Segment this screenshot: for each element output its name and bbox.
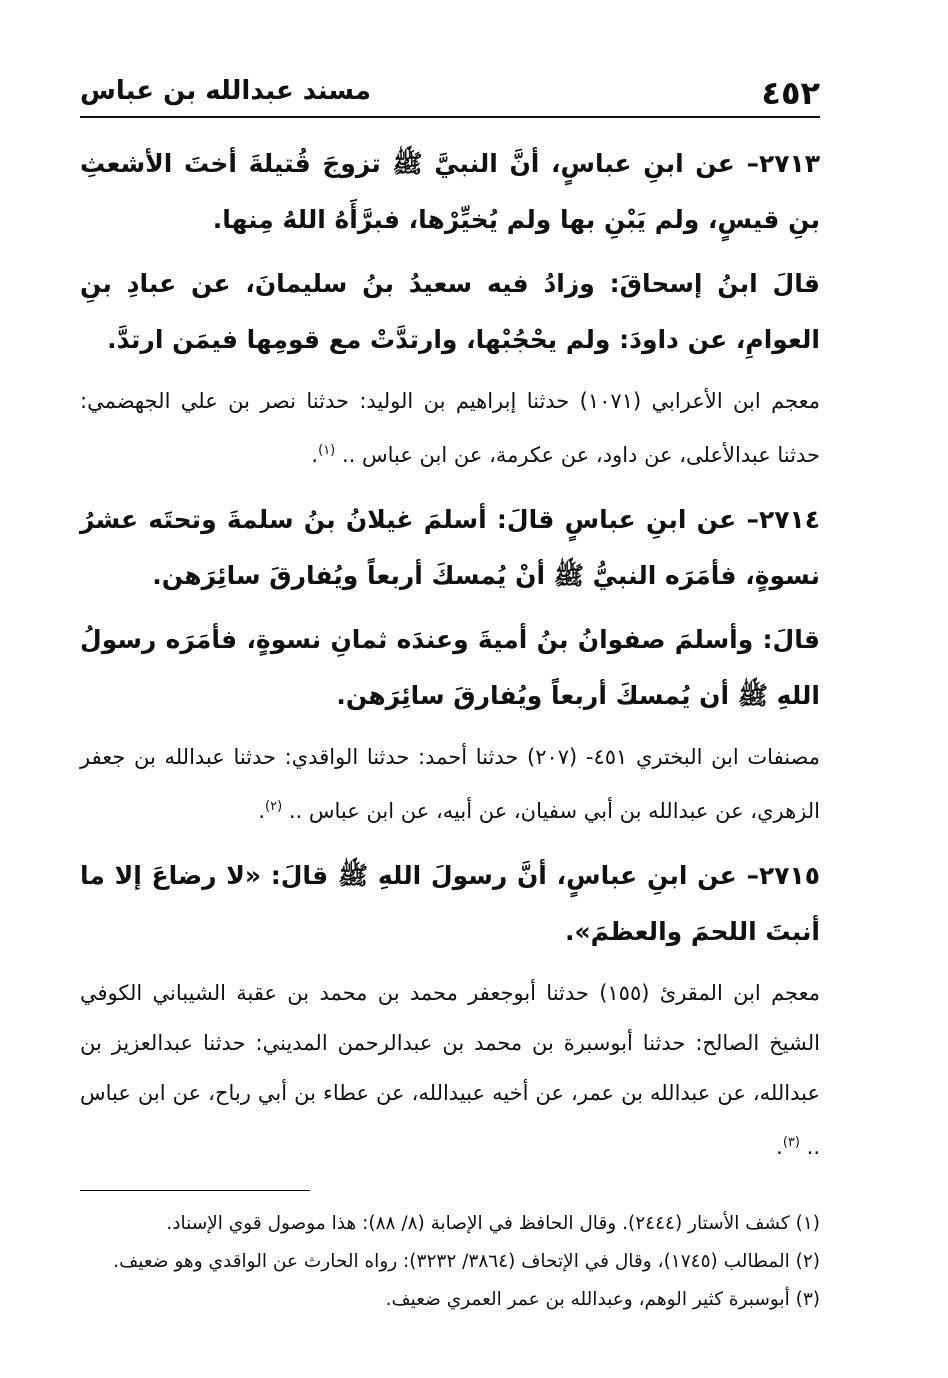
hadith-text: قالَ ابنُ إسحاقَ: وزادُ فيه سعيدُ بنُ سليمانَ، عن عبادِ بنِ العوامِ، عن داودَ: ولم يحْجُبْها، وارتدَّتْ مع قومِها فيمَن ارتدَّ.	[80, 269, 820, 354]
footnote-ref[interactable]: (٢)	[265, 799, 283, 814]
hadith-text: قالَ: وأسلمَ صفوانُ بنُ أميةَ وعندَه ثمانِ نسوةٍ، فأمَرَه رسولُ اللهِ ﷺ أن يُمسكَ أربعاً ويُفارقَ سائِرَهن.	[80, 625, 820, 710]
book-page	[80, 70, 820, 1340]
hadith-2713-addition	[80, 256, 820, 368]
hadith-2714-addition	[80, 612, 820, 724]
footnote-ref[interactable]: (٣)	[782, 1135, 800, 1150]
source-end: .	[311, 443, 319, 467]
source-text: معجم ابن المقرئ (١٥٥) حدثنا أبوجعفر محمد بن محمد بن عقبة الشيباني الكوفي الشيخ الصالح: حدثنا أبوسبرة بن محمد بن عبدالرحمن المديني: حدثنا عبدالعزيز بن عبدالله، عن عبدالله بن عمر، عن أخيه عبيدالله، عن عطاء بن أبي رباح، عن ابن عباس ..	[80, 981, 820, 1159]
source-end: .	[776, 1135, 783, 1159]
source-note	[80, 376, 820, 480]
source-note	[80, 968, 820, 1172]
footnotes	[80, 1205, 820, 1319]
source-note	[80, 732, 820, 836]
hadith-2715	[80, 848, 820, 960]
footnote-ref[interactable]: (١)	[318, 443, 336, 458]
header-rule	[80, 116, 820, 118]
running-title: مسند عبدالله بن عباس	[80, 76, 371, 106]
source-text: مصنفات ابن البختري ٤٥١- (٢٠٧) حدثنا أحمد: حدثنا الواقدي: حدثنا عبدالله بن جعفر الزهري، عن عبدالله بن أبي سفيان، عن أبيه، عن ابن عباس ..	[80, 745, 820, 823]
source-text: معجم ابن الأعرابي (١٠٧١) حدثنا إبراهيم بن الوليد: حدثنا نصر بن علي الجهضمي: حدثنا عبدالأعلى، عن داود، عن عكرمة، عن ابن عباس ..	[80, 389, 820, 467]
hadith-number: ٢٧١٤	[758, 505, 820, 534]
hadith-number: ٢٧١٣	[758, 149, 820, 178]
source-end: .	[258, 799, 266, 823]
hadith-number: ٢٧١٥	[758, 861, 820, 890]
footnote-3: (٣) أبوسبرة كثير الوهم، وعبدالله بن عمر العمري ضعيف.	[385, 1289, 820, 1310]
footnote-separator	[80, 1190, 310, 1191]
hadith-text: – عن ابنِ عباسٍ قالَ: أسلمَ غيلانُ بنُ سلمةَ وتحتَه عشرُ نسوةٍ، فأمَرَه النبيُّ ﷺ أنْ يُمسكَ أربعاً ويُفارقَ سائِرَهن.	[80, 505, 820, 590]
hadith-2714	[80, 492, 820, 604]
hadith-text: – عن ابنِ عباسٍ، أنَّ رسولَ اللهِ ﷺ قالَ: «لا رضاعَ إلا ما أنبتَ اللحمَ والعظمَ».	[80, 861, 820, 946]
page-number: ٤٥٢	[761, 74, 820, 112]
footnote-2: (٢) المطالب (١٧٤٥)، وقال في الإتحاف (٣٨٦٤/ ٣٢٣٢): رواه الحارث عن الواقدي وهو ضعيف.	[113, 1251, 820, 1272]
hadith-2713	[80, 136, 820, 248]
hadith-text: – عن ابنِ عباسٍ، أنَّ النبيَّ ﷺ تزوجَ قُتيلةَ أختَ الأشعثِ بنِ قيسٍ، ولم يَبْنِ بها ولم يُخيِّرْها، فبرَّأَهُ اللهُ مِنها.	[80, 149, 820, 234]
page-body	[80, 136, 820, 1319]
footnote-1: (١) كشف الأستار (٢٤٤٤). وقال الحافظ في الإصابة (٨/ ٨٨): هذا موصول قوي الإسناد.	[166, 1213, 820, 1234]
page-header	[80, 70, 820, 112]
